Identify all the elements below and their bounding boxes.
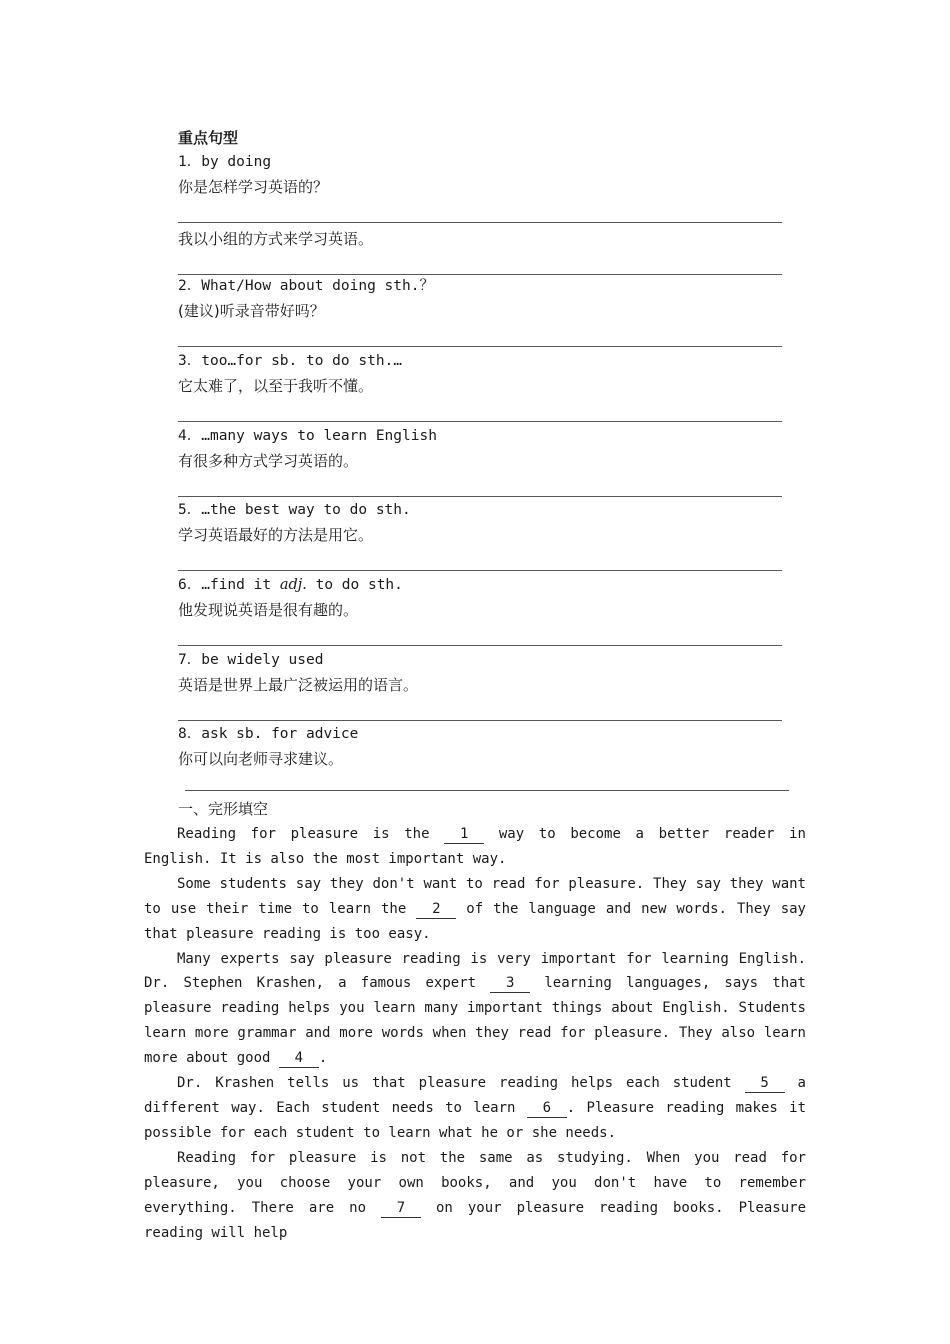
passage-paragraph-3: Many experts say pleasure reading is very important for learning English. Dr. Stephen Krashen, a famous expert 3 learning languages, says that pleasure reading helps you learn many important things about English. Students learn more grammar and more words when they read for pleasure. They also learn more about good 4 .	[144, 950, 806, 1067]
passage-paragraph-5: Reading for pleasure is not the same as studying. When you read for pleasure, you choose your own books, and you don't have to remember everything. There are no 7 on your pleasure reading books. Pleasure reading will help	[144, 1149, 806, 1241]
pattern-chinese: (建议)听录音带好吗？	[178, 302, 325, 320]
answer-line[interactable]	[178, 252, 782, 275]
passage-paragraph-1: Reading for pleasure is the 1 way to become a better reader in English. It is also the most important way.	[144, 826, 806, 867]
cloze-passage	[144, 822, 806, 1245]
sentence-pattern-7	[178, 648, 782, 721]
cloze-section-title: 一、完形填空	[178, 800, 269, 818]
pattern-english: 3．too…for sb. to do sth.…	[178, 353, 403, 369]
blank-1[interactable]: 1	[444, 826, 484, 844]
sentence-pattern-3	[178, 349, 782, 422]
answer-line[interactable]	[178, 698, 782, 721]
section-heading: 重点句型	[178, 129, 239, 147]
pattern-english: 5．…the best way to do sth.	[178, 502, 411, 518]
blank-4[interactable]: 4	[279, 1050, 319, 1068]
sentence-pattern-4	[178, 424, 782, 497]
sentence-pattern-5	[178, 498, 782, 571]
blank-6[interactable]: 6	[527, 1100, 567, 1118]
sentence-pattern-8	[178, 722, 782, 772]
blank-5[interactable]: 5	[745, 1075, 785, 1093]
answer-line[interactable]	[178, 548, 782, 571]
answer-line[interactable]	[178, 324, 782, 347]
blank-7[interactable]: 7	[381, 1200, 421, 1218]
passage-paragraph-4: Dr. Krashen tells us that pleasure reading helps each student 5 a different way. Each student needs to learn 6 . Pleasure reading makes it possible for each student to learn what he or she needs.	[144, 1075, 807, 1141]
blank-3[interactable]: 3	[490, 975, 530, 993]
blank-2[interactable]: 2	[416, 901, 456, 919]
pattern-english: 4．…many ways to learn English	[178, 428, 437, 444]
pattern-chinese: 有很多种方式学习英语的。	[178, 452, 359, 470]
pattern-english: 2．What/How about doing sth.？	[178, 278, 434, 294]
passage-paragraph-2: Some students say they don't want to read for pleasure. They say they want to use their time to learn the 2 of the language and new words. They say that pleasure reading is too easy.	[144, 875, 806, 942]
pattern-english: 7．be widely used	[178, 652, 324, 668]
pattern-chinese: 我以小组的方式来学习英语。	[178, 230, 374, 248]
sentence-pattern-1	[178, 150, 782, 275]
pattern-chinese: 他发现说英语是很有趣的。	[178, 601, 359, 619]
sentence-pattern-6	[178, 573, 782, 646]
answer-line[interactable]	[178, 200, 782, 223]
pattern-chinese: 你是怎样学习英语的？	[178, 178, 329, 196]
pattern-chinese: 学习英语最好的方法是用它。	[178, 526, 374, 544]
answer-line[interactable]	[178, 399, 782, 422]
pattern-english: 1．by doing	[178, 154, 272, 170]
answer-line[interactable]	[178, 623, 782, 646]
sentence-pattern-2	[178, 274, 782, 347]
answer-line[interactable]	[178, 474, 782, 497]
pattern-chinese: 你可以向老师寻求建议。	[178, 750, 344, 768]
pattern-chinese: 英语是世界上最广泛被运用的语言。	[178, 676, 419, 694]
pattern-chinese: 它太难了，以至于我听不懂。	[178, 377, 374, 395]
divider-line	[185, 790, 789, 791]
pattern-english: 6．…find it adj. to do sth.	[178, 577, 403, 593]
pattern-english: 8．ask sb. for advice	[178, 726, 359, 742]
